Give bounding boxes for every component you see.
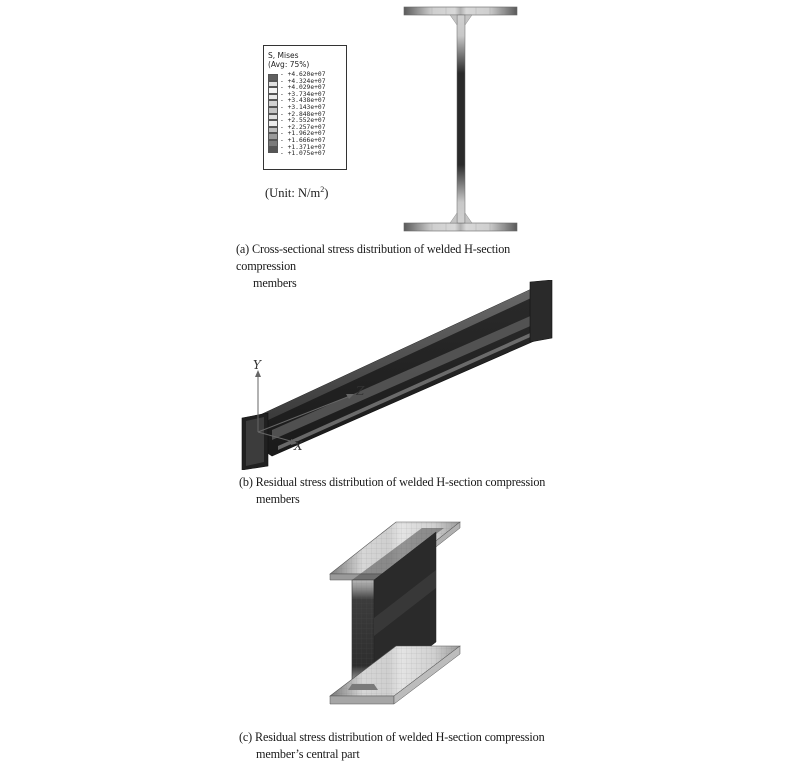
legend-swatch bbox=[268, 107, 278, 114]
legend-swatch bbox=[268, 74, 278, 81]
legend-swatch bbox=[268, 114, 278, 121]
legend-swatch bbox=[268, 133, 278, 140]
legend-swatch bbox=[268, 147, 278, 154]
legend-tick-label: - +1.962e+07 bbox=[280, 130, 326, 138]
legend-swatch bbox=[268, 140, 278, 147]
legend-swatch bbox=[268, 94, 278, 101]
caption-b: (b) Residual stress distribution of welded H-section compression members bbox=[239, 475, 546, 506]
far-end-plate bbox=[530, 280, 552, 342]
legend-swatch bbox=[268, 127, 278, 134]
legend-tick-label: - +3.143e+07 bbox=[280, 103, 326, 111]
legend-tick-label: - +3.734e+07 bbox=[280, 90, 326, 98]
beam-body bbox=[260, 286, 550, 456]
legend-tick-labels bbox=[280, 72, 326, 158]
beam-3d-stress-plot bbox=[238, 280, 560, 470]
bottom-flange bbox=[404, 223, 517, 231]
stress-legend bbox=[263, 45, 347, 170]
unit-label: (Unit: $N/m^2$) bbox=[265, 185, 329, 201]
axis-x-label: X bbox=[294, 439, 303, 453]
axis-z-label: Z bbox=[356, 384, 365, 398]
legend-tick-label: - +4.324e+07 bbox=[280, 77, 326, 85]
legend-tick-label: - +4.029e+07 bbox=[280, 84, 326, 92]
axis-y-label: Y bbox=[253, 358, 261, 372]
web bbox=[457, 15, 465, 223]
legend-swatch bbox=[268, 120, 278, 127]
legend-tick-label: - +1.075e+07 bbox=[280, 150, 326, 158]
central-part-3d-plot bbox=[326, 518, 472, 716]
beam-web-band bbox=[272, 310, 544, 440]
legend-swatch bbox=[268, 81, 278, 88]
caption-c: (c) Residual stress distribution of welded H-section compression member’s central part bbox=[239, 730, 545, 761]
legend-color-scale bbox=[268, 74, 278, 153]
legend-tick-label: - +4.620e+07 bbox=[280, 71, 326, 78]
top-flange bbox=[404, 7, 517, 15]
legend-tick-label: - +3.438e+07 bbox=[280, 97, 326, 105]
legend-tick-label: - +1.371e+07 bbox=[280, 143, 326, 151]
legend-swatch bbox=[268, 87, 278, 94]
legend-tick-label: - +2.848e+07 bbox=[280, 110, 326, 118]
legend-tick-label: - +1.666e+07 bbox=[280, 136, 326, 144]
caption-a: (a) Cross-sectional stress distribution of welded H-section compression members bbox=[236, 242, 511, 290]
legend-tick-label: - +2.552e+07 bbox=[280, 117, 326, 125]
legend-swatch bbox=[268, 100, 278, 107]
h-section-cross-section-plot bbox=[398, 3, 523, 235]
legend-tick-label: - +2.257e+07 bbox=[280, 123, 326, 131]
legend-title: S, Mises (Avg: 75%) bbox=[268, 51, 310, 69]
